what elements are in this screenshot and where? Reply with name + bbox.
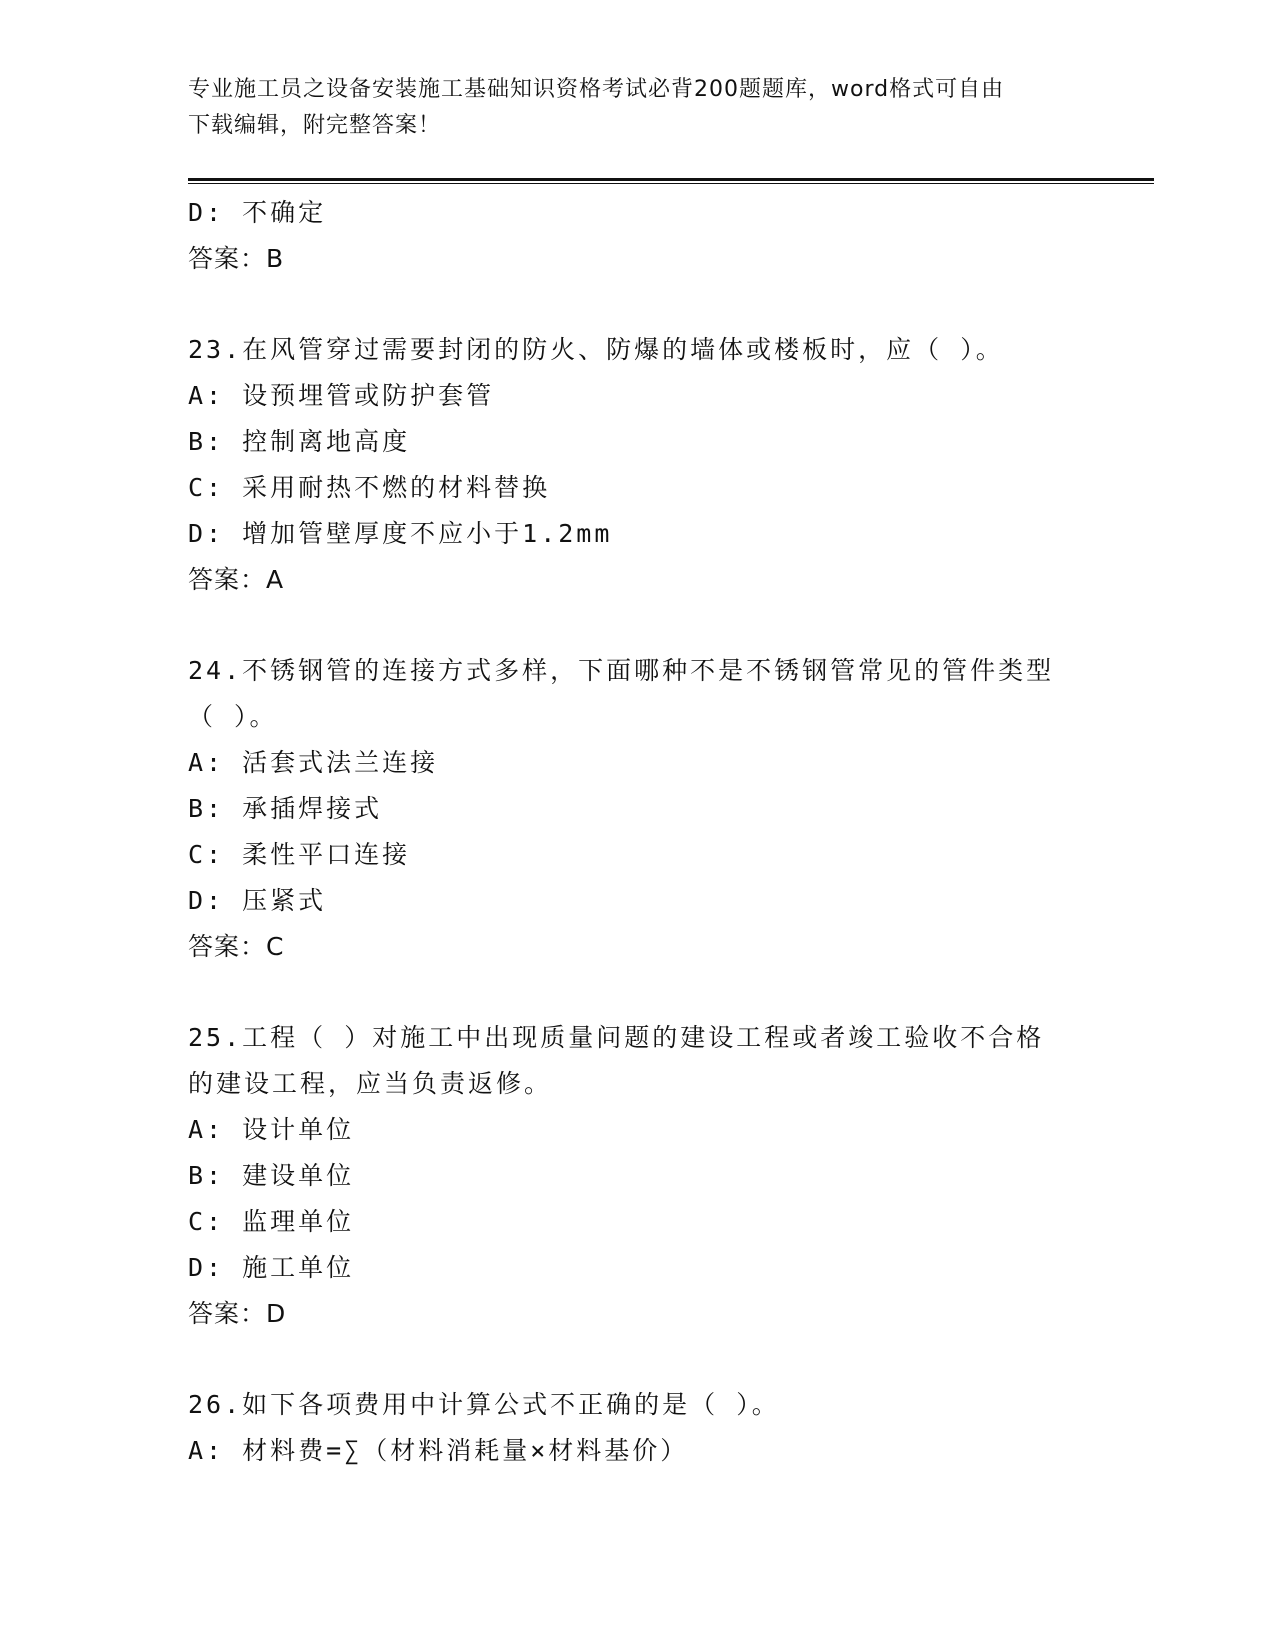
option-c: C: 柔性平口连接 — [188, 840, 411, 869]
option-b: B: 承插焊接式 — [188, 794, 383, 823]
option-a: A: 材料费=∑（材料消耗量×材料基价） — [188, 1436, 689, 1465]
option-a: A: 活套式法兰连接 — [188, 748, 439, 777]
option-b: B: 控制离地高度 — [188, 427, 411, 456]
question-block-25 — [188, 1015, 1088, 1337]
answer-line: 答案：C — [188, 932, 285, 961]
question-block-22 — [188, 190, 1088, 282]
spacer — [188, 1337, 1088, 1382]
option-b: B: 建设单位 — [188, 1161, 355, 1190]
answer-line: 答案：D — [188, 1299, 287, 1328]
option-d: D: 增加管壁厚度不应小于1.2mm — [188, 519, 613, 548]
question-text-line-2: 的建设工程，应当负责返修。 — [188, 1069, 553, 1098]
spacer — [188, 282, 1088, 327]
question-block-24 — [188, 648, 1088, 970]
spacer — [188, 603, 1088, 648]
option-c: C: 采用耐热不燃的材料替换 — [188, 473, 551, 502]
option-d: D: 压紧式 — [188, 886, 327, 915]
document-header — [188, 72, 1088, 144]
question-text: 26.如下各项费用中计算公式不正确的是（ ）。 — [188, 1390, 780, 1419]
question-text-line-1: 25.工程（ ）对施工中出现质量问题的建设工程或者竣工验收不合格 — [188, 1023, 1045, 1052]
spacer — [188, 970, 1088, 1015]
header-line-2: 下载编辑，附完整答案！ — [188, 113, 442, 138]
answer-line: 答案：B — [188, 244, 285, 273]
option-d: D: 施工单位 — [188, 1253, 355, 1282]
option-a: A: 设预埋管或防护套管 — [188, 381, 495, 410]
question-text-line-1: 24.不锈钢管的连接方式多样，下面哪种不是不锈钢管常见的管件类型 — [188, 656, 1055, 685]
question-list — [188, 190, 1088, 1474]
question-block-26 — [188, 1382, 1088, 1474]
header-divider-thick — [188, 178, 1154, 181]
question-block-23 — [188, 327, 1088, 603]
header-divider-thin — [188, 183, 1154, 184]
option-d: D: 不确定 — [188, 198, 327, 227]
option-a: A: 设计单位 — [188, 1115, 355, 1144]
question-text-line-2: （ ）。 — [188, 702, 278, 731]
option-c: C: 监理单位 — [188, 1207, 355, 1236]
question-text: 23.在风管穿过需要封闭的防火、防爆的墙体或楼板时，应（ ）。 — [188, 335, 1004, 364]
answer-line: 答案：A — [188, 565, 285, 594]
header-line-1: 专业施工员之设备安装施工基础知识资格考试必背200题题库，word格式可自由 — [188, 77, 1005, 102]
